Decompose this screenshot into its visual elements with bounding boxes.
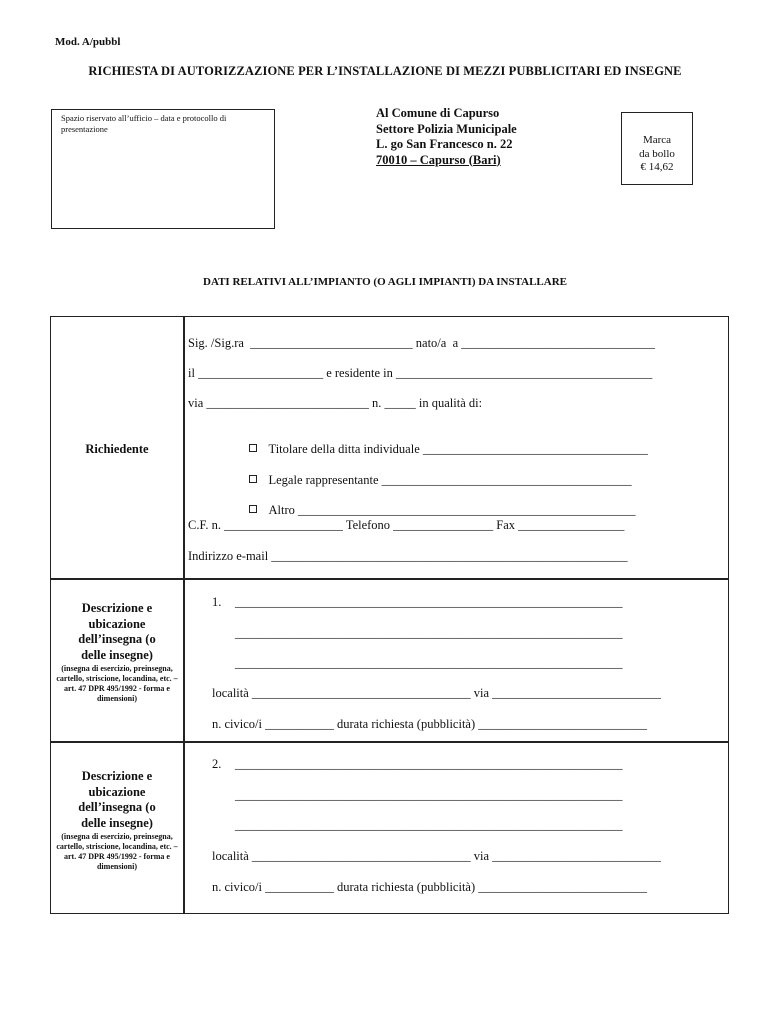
document-title: RICHIESTA DI AUTORIZZAZIONE PER L’INSTALLAZIONE DI MEZZI PUBBLICITARI ED INSEGNE — [88, 64, 682, 78]
option-altro-label: Altro ______________________________________________________ — [268, 503, 636, 517]
row-divider-2 — [51, 741, 728, 743]
descrizione-2-location[interactable]: località ___________________________________ via ___________________________ — [212, 849, 661, 863]
descrizione-1-line-1[interactable]: ______________________________________________________________ — [235, 595, 623, 609]
email-field[interactable]: Indirizzo e-mail _________________________________________________________ — [188, 549, 628, 563]
street-number-field[interactable]: via __________________________ n. _____ in qualità di: — [188, 396, 483, 410]
descrizione-1-location[interactable]: località ___________________________________ via ___________________________ — [212, 686, 661, 700]
descrizione-1-civic[interactable]: n. civico/i ___________ durata richiesta (pubblicità) ___________________________ — [212, 717, 647, 731]
form-table — [50, 316, 729, 914]
stamp-line-1: Marca — [642, 134, 672, 146]
contacts-field[interactable]: C.F. n. ___________________ Telefono ________________ Fax _________________ — [188, 518, 625, 532]
richiedente-label: Richiedente — [85, 442, 149, 456]
descrizione-1-number: 1. — [212, 595, 222, 609]
checkbox-icon[interactable] — [249, 444, 257, 452]
addressee-line-1: Al Comune di Capurso — [376, 106, 500, 120]
addressee-line-4: 70010 – Capurso (Bari) — [376, 152, 501, 167]
descrizione-2-label-cell — [51, 769, 183, 872]
descrizione-1-line-2[interactable]: ______________________________________________________________ — [235, 626, 623, 640]
descrizione-1-line-3[interactable]: ______________________________________________________________ — [235, 656, 623, 670]
checkbox-icon[interactable] — [249, 475, 257, 483]
addressee-line-3: L. go San Francesco n. 22 — [376, 137, 513, 151]
office-reserved-text: Spazio riservato all’ufficio – data e protocollo di presentazione — [61, 113, 227, 134]
descrizione-2-line-3[interactable]: ______________________________________________________________ — [235, 818, 623, 832]
descrizione-1-note: (insegna di esercizio, preinsegna, cartello, striscione, locandina, etc. – art. 47 DPR 495/1992 - forma e dimensioni) — [56, 664, 178, 703]
office-reserved-box — [51, 109, 275, 229]
descrizione-1-label: Descrizione e ubicazione dell’insegna (o delle insegne) — [78, 601, 156, 662]
option-titolare-label: Titolare della ditta individuale ____________________________________ — [268, 442, 648, 456]
stamp-line-3: € 14,62 — [640, 161, 674, 173]
descrizione-2-label: Descrizione e ubicazione dell’insegna (o delle insegne) — [78, 769, 156, 830]
revenue-stamp-text — [622, 134, 692, 175]
descrizione-2-line-2[interactable]: ______________________________________________________________ — [235, 788, 623, 802]
descrizione-1-label-cell — [51, 601, 183, 704]
descrizione-2-civic[interactable]: n. civico/i ___________ durata richiesta (pubblicità) ___________________________ — [212, 880, 647, 894]
descrizione-2-number: 2. — [212, 757, 222, 771]
option-legale-label: Legale rappresentante ________________________________________ — [268, 473, 632, 487]
stamp-line-2: da bollo — [639, 147, 675, 160]
birthdate-residence-field[interactable]: il ____________________ e residente in _________________________________________ — [188, 366, 653, 380]
row-divider-1 — [51, 578, 728, 580]
column-divider — [183, 317, 185, 913]
form-code: Mod. A/pubbl — [55, 36, 121, 48]
addressee-block — [376, 106, 517, 168]
section-title: DATI RELATIVI ALL’IMPIANTO (O AGLI IMPIANTI) DA INSTALLARE — [203, 276, 567, 288]
addressee-line-2: Settore Polizia Municipale — [376, 121, 517, 136]
descrizione-2-note: (insegna di esercizio, preinsegna, cartello, striscione, locandina, etc. – art. 47 DPR 495/1992 - forma e dimensioni) — [56, 832, 178, 871]
descrizione-2-line-1[interactable]: ______________________________________________________________ — [235, 757, 623, 771]
checkbox-icon[interactable] — [249, 505, 257, 513]
revenue-stamp-box — [621, 112, 693, 185]
name-birthplace-field[interactable]: Sig. /Sig.ra __________________________ nato/a a _______________________________ — [188, 336, 655, 350]
